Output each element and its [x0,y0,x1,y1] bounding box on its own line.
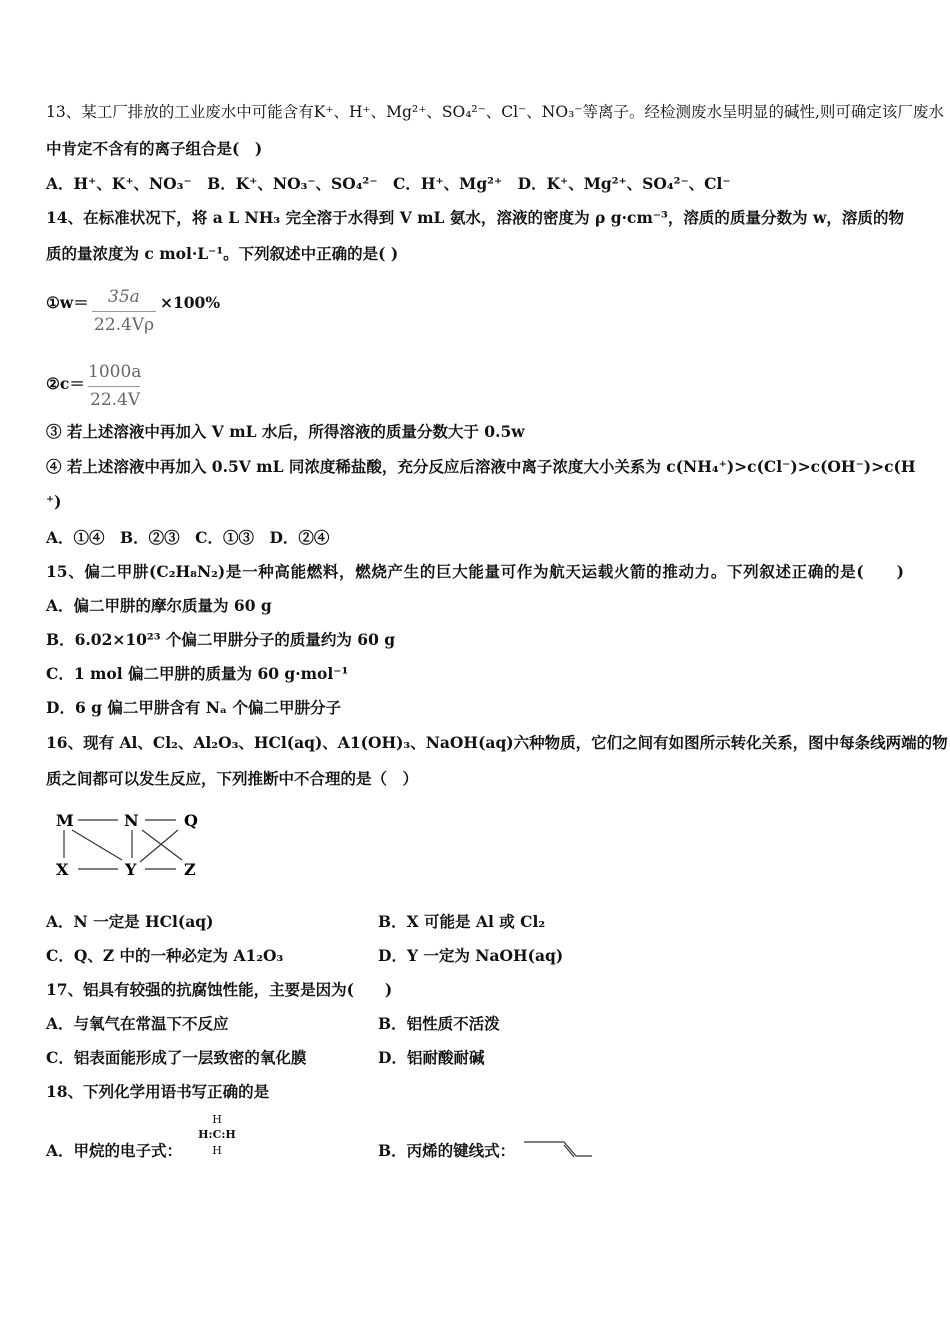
q14-item2-denominator: 22.4V [90,390,141,410]
q14-item4-line2: ⁺) [46,492,62,511]
q13-stem-line1: 13、某工厂排放的工业废水中可能含有K⁺、H⁺、Mg²⁺、SO₄²⁻、Cl⁻、NO₃⁻等离子。经检测废水呈明显的碱性,则可确定该厂废水 [46,103,944,121]
q14-item1-fraction [92,287,158,337]
node-m: M [56,811,74,830]
node-x: X [56,860,69,879]
q16-option-c: C．Q、Z 中的一种必定为 A1₂O₃ [46,946,284,965]
q15-option-d: D．6 g 偏二甲肼含有 Nₐ 个偏二甲肼分子 [46,698,342,717]
propene-skeletal-formula [522,1136,596,1160]
q14-item1-fraction-bar [92,311,156,312]
q17-stem: 17、铝具有较强的抗腐蚀性能，主要是因为( ) [46,980,393,999]
q16-option-a: A．N 一定是 HCl(aq) [46,912,214,931]
q18-option-a: A．甲烷的电子式： [46,1141,183,1160]
q14-item1-prefix: ①w＝ [46,293,89,312]
q16-stem-line2: 质之间都可以发生反应，下列推断中不合理的是（ ） [46,769,419,788]
q14-item2-fraction [88,360,144,410]
q14-stem-line2: 质的量浓度为 c mol·L⁻¹。下列叙述中正确的是( ) [46,244,399,263]
q14-item3: ③ 若上述溶液中再加入 V mL 水后，所得溶液的质量分数大于 0.5w [46,422,525,441]
q17-option-d: D．铝耐酸耐碱 [378,1048,485,1067]
node-q: Q [184,811,198,830]
q18-option-b: B．丙烯的键线式： [378,1141,516,1160]
q17-option-a: A．与氧气在常温下不反应 [46,1014,229,1033]
q14-options: A．①④ B．②③ C．①③ D．②④ [46,528,330,547]
methane-h-bottom: H [212,1144,222,1157]
q14-item1-denominator: 22.4Vρ [94,315,155,335]
q15-option-c: C．1 mol 偏二甲肼的质量为 60 g·mol⁻¹ [46,664,349,683]
edge-m-y [72,830,122,860]
q15-option-a: A．偏二甲肼的摩尔质量为 60 g [46,596,272,615]
q13-options: A．H⁺、K⁺、NO₃⁻ B．K⁺、NO₃⁻、SO₄²⁻ C．H⁺、Mg²⁺ D．K⁺、Mg²⁺、SO₄²⁻、Cl⁻ [46,174,731,193]
q17-option-c: C．铝表面能形成了一层致密的氧化膜 [46,1048,307,1067]
q14-item4-line1: ④ 若上述溶液中再加入 0.5V mL 同浓度稀盐酸，充分反应后溶液中离子浓度大小关系为 c(NH₄⁺)>c(Cl⁻)>c(OH⁻)>c(H [46,457,916,476]
methane-h-top: H [212,1113,222,1126]
node-z: Z [184,860,196,879]
q18-stem: 18、下列化学用语书写正确的是 [46,1082,270,1101]
q14-item2-prefix: ②c＝ [46,374,85,393]
methane-electron-formula [192,1114,246,1162]
q15-option-b: B．6.02×10²³ 个偏二甲肼分子的质量约为 60 g [46,630,396,649]
q17-option-b: B．铝性质不活泼 [378,1014,500,1033]
q14-item2-fraction-bar [88,386,140,387]
q14-stem-line1: 14、在标准状况下，将 a L NH₃ 完全溶于水得到 V mL 氨水，溶液的密度为 ρ g·cm⁻³，溶质的质量分数为 w，溶质的物 [46,208,904,227]
q16-relation-diagram [50,806,210,882]
q16-stem-line1: 16、现有 Al、Cl₂、Al₂O₃、HCl(aq)、A1(OH)₃、NaOH(aq)六种物质，它们之间有如图所示转化关系，图中每条线两端的物 [46,733,948,752]
propene-bond-line [524,1142,592,1156]
q14-item1-numerator: 35a [108,287,140,307]
q16-option-d: D．Y 一定为 NaOH(aq) [378,946,564,965]
edge-y-q [140,830,178,862]
methane-h-c-h: H:C:H [198,1128,236,1141]
node-n: N [124,811,139,830]
node-y: Y [125,860,137,879]
q15-stem: 15、偏二甲肼(C₂H₈N₂)是一种高能燃料，燃烧产生的巨大能量可作为航天运载火箭的推动力。下列叙述正确的是( ) [46,562,904,581]
q14-item2-numerator: 1000a [88,362,142,382]
q16-option-b: B．X 可能是 Al 或 Cl₂ [378,912,546,931]
q13-stem-line2: 中肯定不含有的离子组合是( ) [46,139,263,158]
q14-item1-suffix: ×100% [160,293,221,312]
